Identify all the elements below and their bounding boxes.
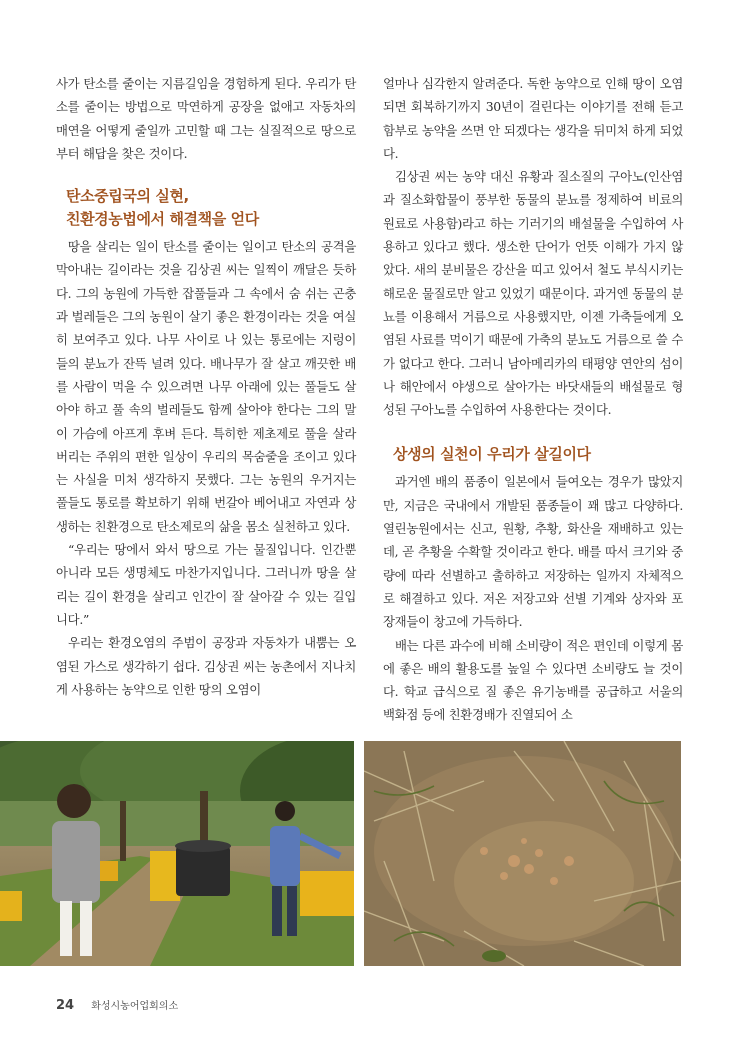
section-heading-coexistence: 상생의 실천이 우리가 살길이다 [393, 445, 591, 464]
body-paragraph: 땅을 살리는 일이 탄소를 줄이는 일이고 탄소의 공격을 막아내는 길이라는 것을 김상권 씨는 일찍이 깨달은 듯하다. 그의 농원에 가득한 잡풀들과 그 속에서 숨 쉬는 곤충과 벌레들은 그의 농원이 살기 좋은 환경이라는 것을 여실히 보여주고 있다. 나무 사이로 나 있는 통로에는 지렁이들의 분뇨가 잔뜩 널려 있다. 배나무가 잘 살고 깨끗한 배를 사람이 먹을 수 있으려면 나무 아래에 있는 풀들도 살아야 하고 풀 속의 벌레들도 함께 살아야 한다는 그의 말이 가슴에 아프게 후벼 든다. 특히한 제초제로 풀을 살라버리는 주위의 편한 일상이 우리의 목숨줄을 조이고 있다는 사실을 미처 생각하지 못했다. 그는 농원의 우거지는 풀들도 통로를 확보하기 위해 번갈아 베어내고 자연과 상생하는 친환경으로 탄소제로의 삶을 몸소 실천하고 있다. [56, 239, 356, 534]
intro-paragraph: 사가 탄소를 줄이는 지름길임을 경험하게 된다. 우리가 탄소를 줄이는 방법으로 막연하게 공장을 없애고 자동차의 매연을 어떻게 줄일까 고민할 때 그는 실질적으로 땅으로부터 해답을 찾은 것이다. [56, 76, 356, 161]
orchard-photo [0, 741, 354, 966]
continuation-paragraph: 얼마나 심각한지 알려준다. 독한 농약으로 인해 땅이 오염되면 회복하기까지 30년이 걸린다는 이야기를 전해 듣고 함부로 농약을 쓰면 안 되겠다는 생각을 뒤미처 하게 되었다. [383, 76, 683, 161]
page-number: 24 [56, 998, 75, 1013]
body-paragraph: 과거엔 배의 품종이 일본에서 들여오는 경우가 많았지만, 지금은 국내에서 개발된 품종들이 꽤 많고 다양하다. 열린농원에서는 신고, 원황, 추황, 화산을 재배하고 있는데, 곧 추황을 수확할 것이라고 한다. 배를 따서 크기와 중량에 따라 선별하고 출하하고 저장하는 일까지 자체적으로 해결하고 있다. 저온 저장고와 선별 기계와 상자와 포장재들이 창고에 가득하다. [383, 474, 683, 630]
section-heading-carbon-neutral [66, 185, 356, 231]
soil-photo [364, 741, 681, 966]
publication-name: 화성시농어업회의소 [91, 1001, 179, 1012]
right-column [383, 72, 683, 727]
body-paragraph: 우리는 환경오염의 주범이 공장과 자동차가 내뿜는 오염된 가스로 생각하기 쉽다. 김상권 씨는 농촌에서 지나치게 사용하는 농약으로 인한 땅의 오염이 [56, 635, 356, 697]
heading-line-1: 탄소중립국의 실현, [66, 187, 189, 206]
left-column [56, 72, 356, 701]
orchard-photo-image [0, 741, 354, 966]
body-paragraph: 김상권 씨는 농약 대신 유황과 질소질의 구아노(인산염과 질소화합물이 풍부한 동물의 분뇨를 정제하여 비료의 원료로 사용함)라고 하는 기러기의 배설물을 수입하여 사용하고 있다고 했다. 생소한 단어가 언뜻 이해가 가지 않았다. 새의 분비물은 강산을 띠고 있어서 철도 부식시키는 해로운 물질로만 알고 있었기 때문이다. 과거엔 동물의 분뇨를 이용해서 거름으로 사용했지만, 이젠 가축들에게 오염된 사료를 먹이기 때문에 가축의 분뇨도 거름으로 쓸 수가 없다고 한다. 그러니 남아메리카의 태평양 연안의 섬이나 해안에서 야생으로 살아가는 바닷새들의 배설물로 형성된 구아노를 수입하여 사용한다는 것이다. [383, 169, 683, 418]
body-paragraph: 배는 다른 과수에 비해 소비량이 적은 편인데 이렇게 몸에 좋은 배의 활용도를 높일 수 있다면 소비량도 늘 것이다. 학교 급식으로 질 좋은 유기농배를 공급하고 서울의 백화점 등에 친환경배가 진열되어 소 [383, 637, 683, 723]
page-footer [56, 994, 178, 1013]
heading-line-2: 친환경농법에서 해결책을 얻다 [66, 210, 259, 229]
quote-paragraph: “우리는 땅에서 와서 땅으로 가는 물질입니다. 인간뿐 아니라 모든 생명체도 마찬가지입니다. 그러니까 땅을 살리는 길이 환경을 살리고 인간이 잘 살아갈 수 있는 길입니다.” [56, 542, 356, 627]
soil-photo-image [364, 741, 681, 966]
